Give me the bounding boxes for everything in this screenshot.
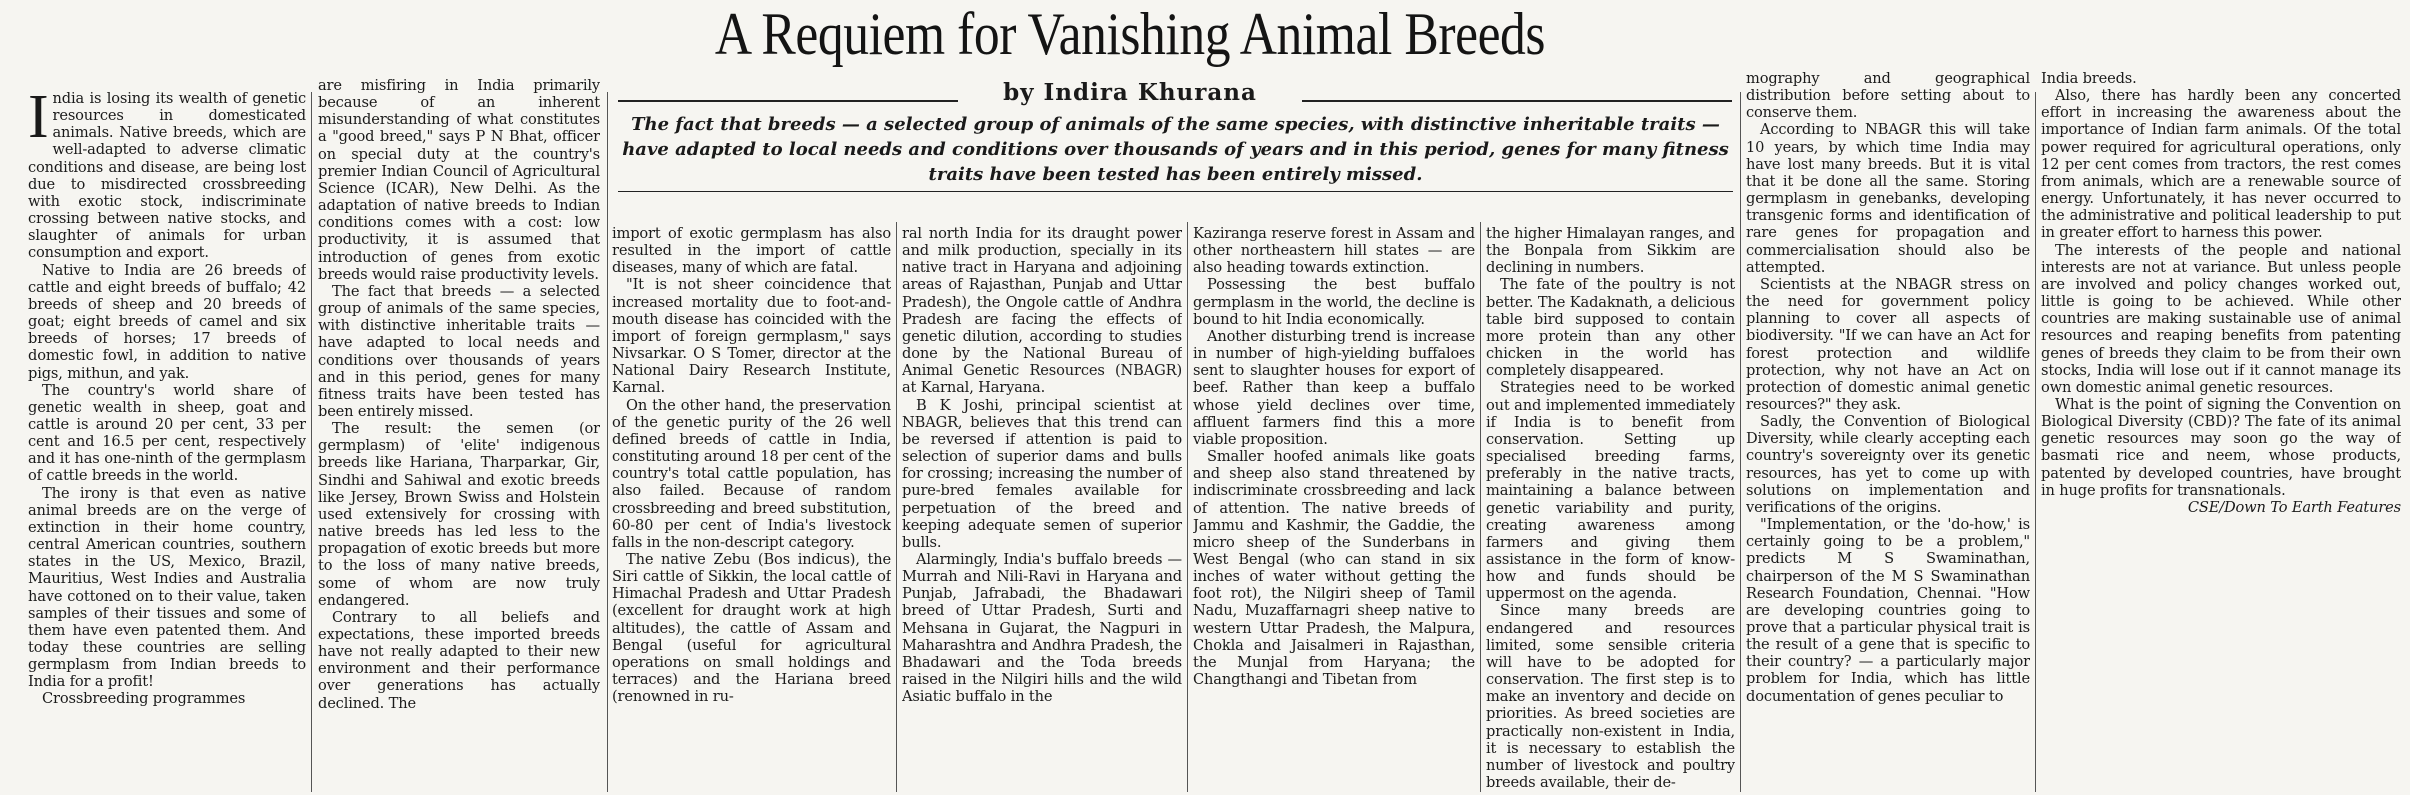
paragraph: Another disturbing trend is increase in number of high-yielding buffaloes sent to slaughter houses for export of beef. Rather than keep a buffalo whose yield declines over time, affluent farmers find this a more viable proposition. (1193, 327, 1475, 448)
article-column-6 (1486, 225, 1735, 794)
paragraph: Crossbreeding programmes (42, 690, 246, 708)
paragraph: import of exotic germplasm has also resulted in the import of cattle diseases, many of which are fatal. (612, 225, 891, 277)
headline-rule-right (1302, 100, 1732, 102)
paragraph: Possessing the best buffalo germplasm in the world, the decline is bound to hit India economically. (1193, 276, 1475, 328)
article-column-8 (2041, 70, 2401, 794)
paragraph: "Implementation, or the 'do-how,' is certainly going to be a problem," predicts M S Swaminathan, chairperson of the M S Swaminathan Research Foundation, Chennai. "How are developing countries going to prove that a particular physical trait is the result of a gene that is specific to their country? — a particularly major problem for India, which has little documentation of genes peculiar to (1746, 516, 2030, 705)
column-divider (1740, 92, 1741, 792)
paragraph: mography and geographical distribution before setting about to conserve them. (1746, 70, 2030, 122)
headline-rule-left (618, 100, 958, 102)
paragraph: ndia is losing its wealth of genetic resources in domesticated animals. Native breeds, which are well-adapted to adverse climatic conditions and disease, are being lost due to misdirected crossbreeding with exotic stock, indiscriminate crossing between native stocks, and slaughter of animals for urban consumption and export. (28, 90, 306, 262)
paragraph: the higher Himalayan ranges, and the Bonpala from Sikkim are declining in numbers. (1486, 225, 1735, 277)
paragraph: are misfiring in India primarily because of an inherent misunderstanding of what constitutes a "good breed," says P N Bhat, officer on special duty at the country's premier Indian Council of Agricultural Science (ICAR), New Delhi. As the adaptation of native breeds to Indian conditions comes with a cost: low productivity, it is assumed that introduction of genes from exotic breeds would raise productivity levels. (318, 77, 600, 283)
drop-cap: I (28, 90, 49, 151)
paragraph: The interests of the people and national interests are not at variance. But unless people are involved and policy changes worked out, little is going to be achieved. While other countries are making sustainable use of animal resources and reaping benefits from patenting genes of breeds they claim to be from their own stocks, India will lose out if it cannot manage its own domestic animal genetic resources. (2041, 241, 2401, 396)
article-column-7 (1746, 70, 2030, 794)
column-divider (896, 222, 897, 792)
paragraph: Sadly, the Convention of Biological Diversity, while clearly accepting each country's sovereignty over its genetic resources, has yet to come up with solutions on implementation and verifications of the origins. (1746, 413, 2030, 516)
paragraph: Also, there has hardly been any concerted effort in increasing the awareness about the importance of Indian farm animals. Of the total power required for agricultural operations, only 12 per cent comes from tractors, the rest comes from animals, which are a renewable source of energy. Unfortunately, it has never occurred to the administrative and political leadership to put in greater effort to harness this power. (2041, 87, 2401, 242)
paragraph: The country's world share of genetic wealth in sheep, goat and cattle is around 20 per cent, 33 per cent and 16.5 per cent, respectively and it has one-ninth of the germplasm of cattle breeds in the world. (28, 381, 306, 485)
paragraph: The fact that breeds — a selected group of animals of the same species, with distinctive inheritable traits — have adapted to local needs and conditions over thousands of years and in this period, genes for many fitness traits have been tested has been entirely missed. (318, 282, 600, 420)
paragraph: The result: the semen (or germplasm) of 'elite' indigenous breeds like Hariana, Tharparkar, Gir, Sindhi and Sahiwal and exotic breeds like Jersey, Brown Swiss and Holstein used extensively for crossing with native breeds has led less to the propagation of exotic breeds but more to the loss of many native breeds, some of whom are now truly endangered. (318, 420, 600, 609)
deck: The fact that breeds — a selected group of animals of the same species, with distinctive inheritable traits — have adapted to local needs and conditions over thousands of years and in this period, genes for many fitness traits have been tested has been entirely missed. (622, 114, 1729, 185)
column-divider (1187, 222, 1188, 792)
byline: by Indira Khurana (1003, 79, 1257, 106)
paragraph: The fate of the poultry is not better. The Kadaknath, a delicious table bird supposed to contain more protein than any other chicken in the world has completely disappeared. (1486, 276, 1735, 380)
paragraph: On the other hand, the preservation of the genetic purity of the 26 well defined breeds of cattle in India, constituting around 18 per cent of the country's total cattle population, has also failed. Because of random crossbreeding and breed substitution, 60-80 per cent of India's livestock falls in the non-descript category. (612, 396, 891, 551)
paragraph: Smaller hoofed animals like goats and sheep also stand threatened by indiscriminate crossbreeding and lack of attention. The native breeds of Jammu and Kashmir, the Gaddie, the micro sheep of the Sunderbans in West Bengal (who can stand in six inches of water without getting the foot rot), the Nilgiri sheep of Tamil Nadu, Muzaffarnagri sheep native to western Uttar Pradesh, the Malpura, Chokla and Jaisalmeri in Rajasthan, the Munjal from Haryana; the Changthangi and Tibetan from (1193, 448, 1475, 689)
column-divider (1480, 222, 1481, 792)
paragraph: According to NBAGR this will take 10 years, by which time India may have lost many breeds. But it is vital that it be done all the same. Storing germplasm in genebanks, developing transgenic forms and identification of rare genes for propagation and commercialisation should also be attempted. (1746, 121, 2030, 276)
paragraph: Contrary to all beliefs and expectations, these imported breeds have not really adapted to their new environment and their performance over generations has actually declined. The (318, 608, 600, 712)
paragraph: The native Zebu (Bos indicus), the Siri cattle of Sikkin, the local cattle of Himachal Pradesh and Uttar Pradesh (excellent for draught work at high altitudes), the cattle of Assam and Bengal (useful for agricultural operations on small holdings and terraces) and the Hariana breed (renowned in ru- (612, 550, 891, 706)
column-divider (2035, 92, 2036, 792)
article-column-2 (318, 77, 600, 794)
paragraph: India breeds. (2041, 70, 2137, 87)
paragraph: Kaziranga reserve forest in Assam and other northeastern hill states — are also heading towards extinction. (1193, 225, 1475, 277)
paragraph: Alarmingly, India's buffalo breeds — Murrah and Nili-Ravi in Haryana and Punjab, Jafrabadi, the Bhadawari breed of Uttar Pradesh, Surti and Mehsana in Gujarat, the Nagpuri in Maharashtra and Andhra Pradesh, the Bhadawari and the Toda breeds raised in the Nilgiri hills and the wild Asiatic buffalo in the (902, 550, 1182, 706)
paragraph: Scientists at the NBAGR stress on the need for government policy planning to cover all aspects of biodiversity. "If we can have an Act for forest protection and wildlife protection, why not have an Act on protection of domestic animal genetic resources?" they ask. (1746, 275, 2030, 413)
article-column-1 (28, 90, 306, 794)
paragraph: B K Joshi, principal scientist at NBAGR, believes that this trend can be reversed if attention is paid to selection of superior dams and bulls for crossing; increasing the number of pure-bred females available for perpetuation of the breed and keeping adequate semen of superior bulls. (902, 396, 1182, 551)
paragraph: Native to India are 26 breeds of cattle and eight breeds of buffalo; 42 breeds of sheep and 20 breeds of goat; eight breeds of camel and six breeds of horses; 17 breeds of domestic fowl, in addition to native pigs, mithun, and yak. (28, 261, 306, 382)
article-column-3 (612, 225, 891, 794)
credit-line: CSE/Down To Earth Features (2187, 498, 2401, 516)
column-divider (311, 92, 312, 792)
paragraph: "It is not sheer coincidence that increased mortality due to foot-and-mouth disease has coincided with the import of foreign germplasm," says Nivsarkar. O S Tomer, director at the National Dairy Research Institute, Karnal. (612, 276, 891, 397)
headline: A Requiem for Vanishing Animal Breeds (714, 1, 1546, 67)
deck-rule (618, 191, 1733, 192)
article-column-5 (1193, 225, 1475, 794)
paragraph: ral north India for its draught power and milk production, specially in its native tract in Haryana and adjoining areas of Rajasthan, Punjab and Uttar Pradesh), the Ongole cattle of Andhra Pradesh are facing the effects of genetic dilution, according to studies done by the National Bureau of Animal Genetic Resources (NBAGR) at Karnal, Haryana. (902, 225, 1182, 397)
paragraph: Since many breeds are endangered and resources limited, some sensible criteria will have to be adopted for conservation. The first step is to make an inventory and decide on priorities. As breed societies are practically non-existent in India, it is necessary to establish the number of livestock and poultry breeds available, their de- (1486, 602, 1735, 791)
column-divider (607, 92, 608, 792)
paragraph: Strategies need to be worked out and implemented immediately if India is to benefit from conservation. Setting up specialised breeding farms, preferably in the native tracts, maintaining a balance between genetic variability and purity, creating awareness among farmers and giving them assistance in the form of know-how and funds should be uppermost on the agenda. (1486, 379, 1735, 603)
article-column-4 (902, 225, 1182, 794)
paragraph: The irony is that even as native animal breeds are on the verge of extinction in their home country, central American countries, southern states in the US, Mexico, Brazil, Mauritius, West Indies and Australia have cottoned on to their value, taken samples of their tissues and some of them have even patented them. And today these countries are selling germplasm from Indian breeds to India for a profit! (28, 484, 306, 691)
paragraph: What is the point of signing the Convention on Biological Diversity (CBD)? The fate of its animal genetic resources may soon go the way of basmati rice and neem, whose products, patented by developed countries, have brought in huge profits for transnationals. (2041, 395, 2401, 499)
